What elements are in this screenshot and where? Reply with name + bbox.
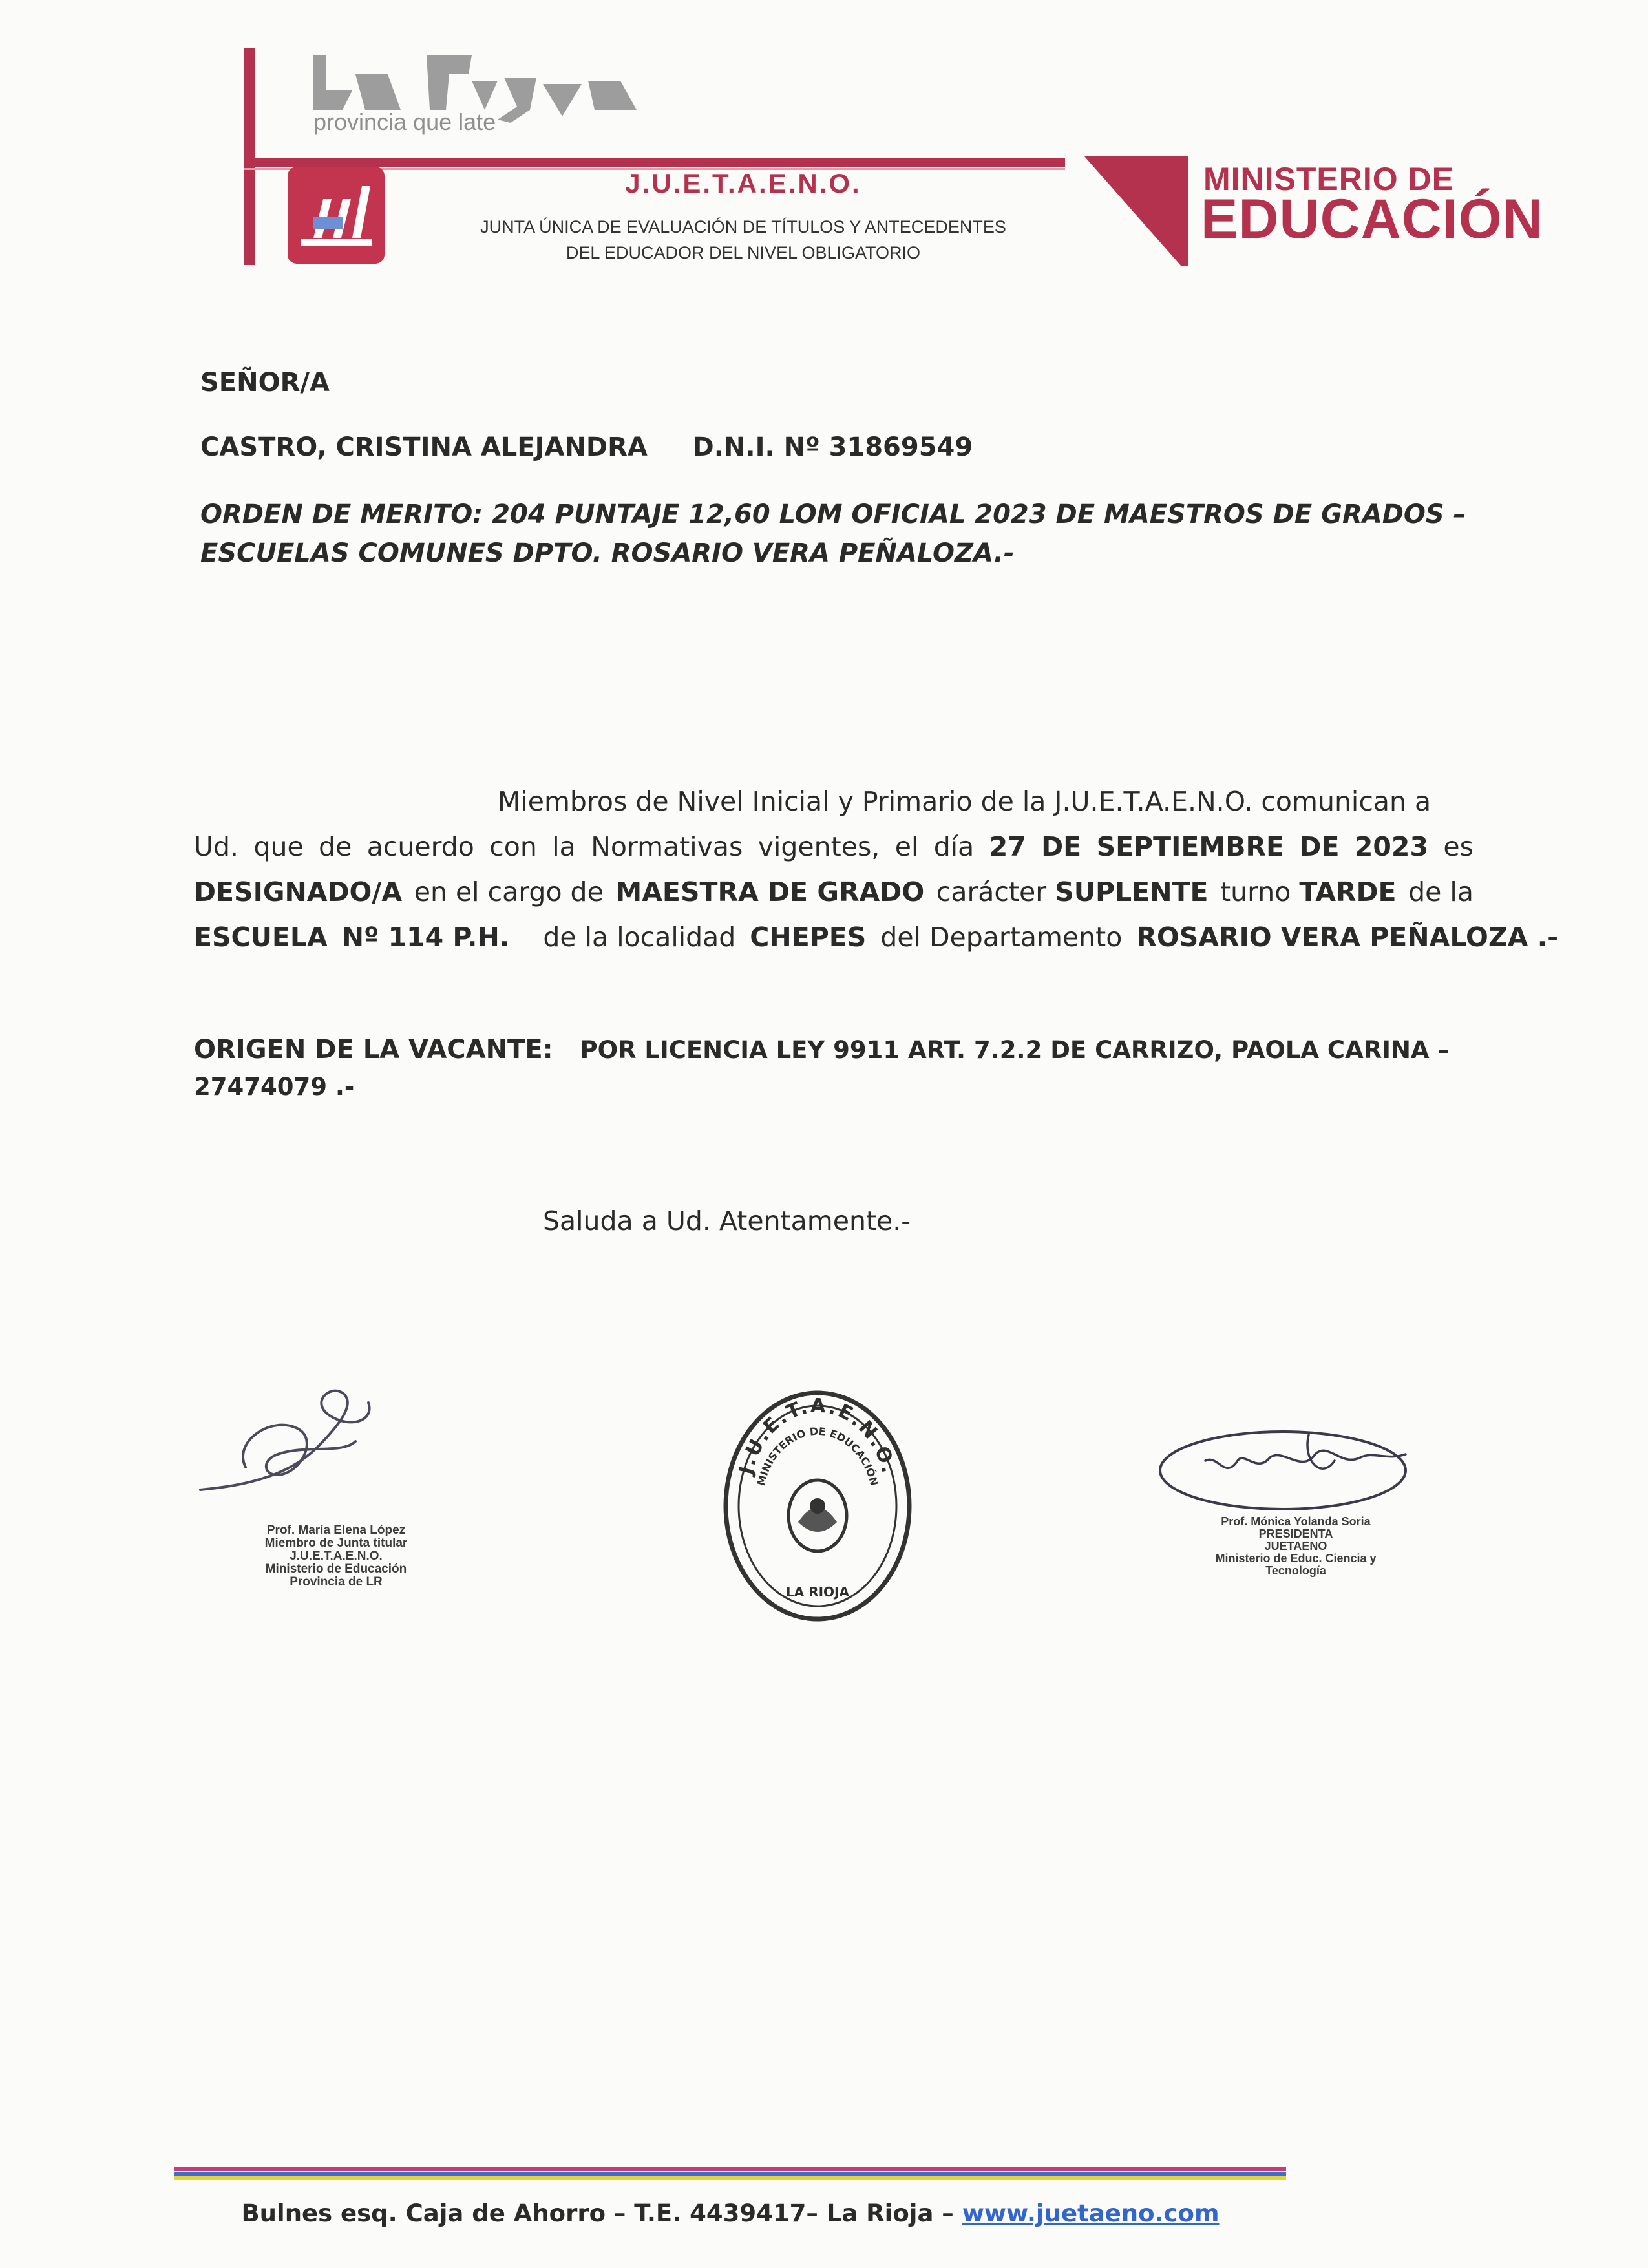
juetaeno-logo bbox=[288, 167, 385, 264]
designado-label: DESIGNADO/A bbox=[194, 876, 403, 907]
ministry-name-line1: MINISTERIO DE bbox=[1203, 161, 1455, 197]
left-signature-block bbox=[233, 1524, 439, 1589]
ministry-name-line2: EDUCACIÓN bbox=[1201, 188, 1543, 250]
addressee-name: CASTRO, CRISTINA ALEJANDRA bbox=[200, 432, 648, 462]
footer-line-magenta bbox=[174, 2167, 1286, 2171]
official-seal bbox=[721, 1383, 914, 1629]
word: que bbox=[253, 831, 304, 862]
paragraph-line-1 bbox=[194, 779, 1474, 824]
word: el bbox=[894, 831, 919, 862]
word: Normativas bbox=[591, 831, 743, 862]
seal-bottom-text: LA RIOJA bbox=[786, 1584, 849, 1600]
designation-date-month: SEPTIEMBRE bbox=[1096, 831, 1285, 862]
vacancy-origin-text: POR LICENCIA LEY 9911 ART. 7.2.2 DE CARRIZO, PAOLA CARINA – bbox=[580, 1036, 1450, 1064]
word: con bbox=[489, 831, 537, 862]
signer-org: JUETAENO bbox=[1264, 1539, 1327, 1553]
closing-salutation: Saluda a Ud. Atentamente.- bbox=[543, 1205, 911, 1236]
dni-label: D.N.I. Nº bbox=[692, 432, 820, 462]
signer-ministry: Ministerio de Educación bbox=[265, 1562, 407, 1576]
salutation: SEÑOR/A bbox=[200, 368, 330, 397]
footer-contact bbox=[174, 2199, 1286, 2227]
signer-ministry: Ministerio de Educ. Ciencia y Tecnología bbox=[1215, 1551, 1377, 1577]
signer-role: PRESIDENTA bbox=[1258, 1527, 1333, 1540]
word: DE bbox=[1041, 831, 1082, 862]
word: turno bbox=[1220, 876, 1291, 907]
signer-province: Provincia de LR bbox=[290, 1574, 383, 1589]
word: Ud. bbox=[194, 831, 239, 862]
footer-website-link[interactable]: www.juetaeno.com bbox=[962, 2199, 1220, 2227]
vacancy-origin-label: ORIGEN DE LA VACANTE: bbox=[194, 1035, 553, 1065]
dni-number: 31869549 bbox=[829, 432, 973, 462]
signer-org: J.U.E.T.A.E.N.O. bbox=[290, 1549, 383, 1563]
right-signature-block bbox=[1189, 1516, 1402, 1576]
word: es bbox=[1443, 831, 1474, 862]
paragraph-line-2 bbox=[194, 824, 1474, 869]
position-title: MAESTRA DE GRADO bbox=[615, 876, 925, 907]
signer-name: Prof. Mónica Yolanda Soria bbox=[1221, 1515, 1371, 1528]
paragraph-line-4 bbox=[194, 915, 1559, 960]
org-fullname-line1: JUNTA ÚNICA DE EVALUACIÓN DE TÍTULOS Y ANTECEDENTES bbox=[480, 217, 1006, 237]
addressee-name-line bbox=[200, 432, 973, 463]
position-character: SUPLENTE bbox=[1055, 876, 1209, 907]
designation-date-year: 2023 bbox=[1354, 831, 1428, 862]
ministry-logo-shape bbox=[1084, 156, 1188, 266]
seal-top-text: J.U.E.T.A.E.N.O. bbox=[734, 1394, 901, 1477]
word: acuerdo bbox=[366, 831, 474, 862]
left-signature bbox=[194, 1377, 394, 1506]
vacancy-origin-line bbox=[194, 1034, 1450, 1065]
position-shift: TARDE bbox=[1299, 876, 1397, 907]
merit-order-line1: ORDEN DE MERITO: 204 PUNTAJE 12,60 LOM OFICIAL 2023 DE MAESTROS DE GRADOS – bbox=[200, 500, 1466, 529]
word: de bbox=[319, 831, 352, 862]
locality: CHEPES bbox=[750, 922, 867, 953]
province-tagline: provincia que late bbox=[313, 109, 496, 135]
org-acronym: J.U.E.T.A.E.N.O. bbox=[625, 168, 861, 198]
word: DE bbox=[1299, 831, 1340, 862]
designation-paragraph bbox=[194, 779, 1559, 960]
word: del Departamento bbox=[880, 922, 1123, 953]
word: en el cargo de bbox=[414, 876, 604, 907]
signer-name: Prof. María Elena López bbox=[266, 1523, 406, 1537]
footer-address: Bulnes esq. Caja de Ahorro – T.E. 4439417– La Rioja – bbox=[241, 2199, 954, 2227]
department: ROSARIO VERA PEÑALOZA .- bbox=[1136, 922, 1559, 953]
word: día bbox=[933, 831, 975, 862]
paragraph-text: Miembros de Nivel Inicial y Primario de la J.U.E.T.A.E.N.O. comunican a bbox=[498, 786, 1431, 817]
merit-order-line2: ESCUELAS COMUNES DPTO. ROSARIO VERA PEÑALOZA.- bbox=[200, 538, 1015, 568]
word: la bbox=[552, 831, 576, 862]
word: vigentes, bbox=[757, 831, 880, 862]
footer-line-yellow bbox=[174, 2176, 1286, 2180]
school-label: ESCUELA bbox=[194, 922, 328, 953]
school-number: Nº 114 P.H. bbox=[341, 922, 510, 953]
word: carácter bbox=[936, 876, 1047, 907]
signer-role: Miembro de Junta titular bbox=[264, 1536, 408, 1550]
vacancy-origin-cuil: 27474079 .- bbox=[194, 1073, 355, 1101]
footer-line-blue bbox=[174, 2172, 1286, 2176]
header-horizontal-bar bbox=[244, 158, 1065, 167]
designation-date-day: 27 bbox=[989, 831, 1026, 862]
paragraph-line-3 bbox=[194, 869, 1474, 915]
word: de la bbox=[1408, 876, 1474, 907]
word: de la localidad bbox=[543, 922, 736, 953]
org-fullname-line2: DEL EDUCADOR DEL NIVEL OBLIGATORIO bbox=[565, 243, 921, 262]
header-vertical-bar bbox=[244, 48, 255, 265]
seal-middle-text: MINISTERIO DE EDUCACIÓN bbox=[754, 1425, 881, 1487]
